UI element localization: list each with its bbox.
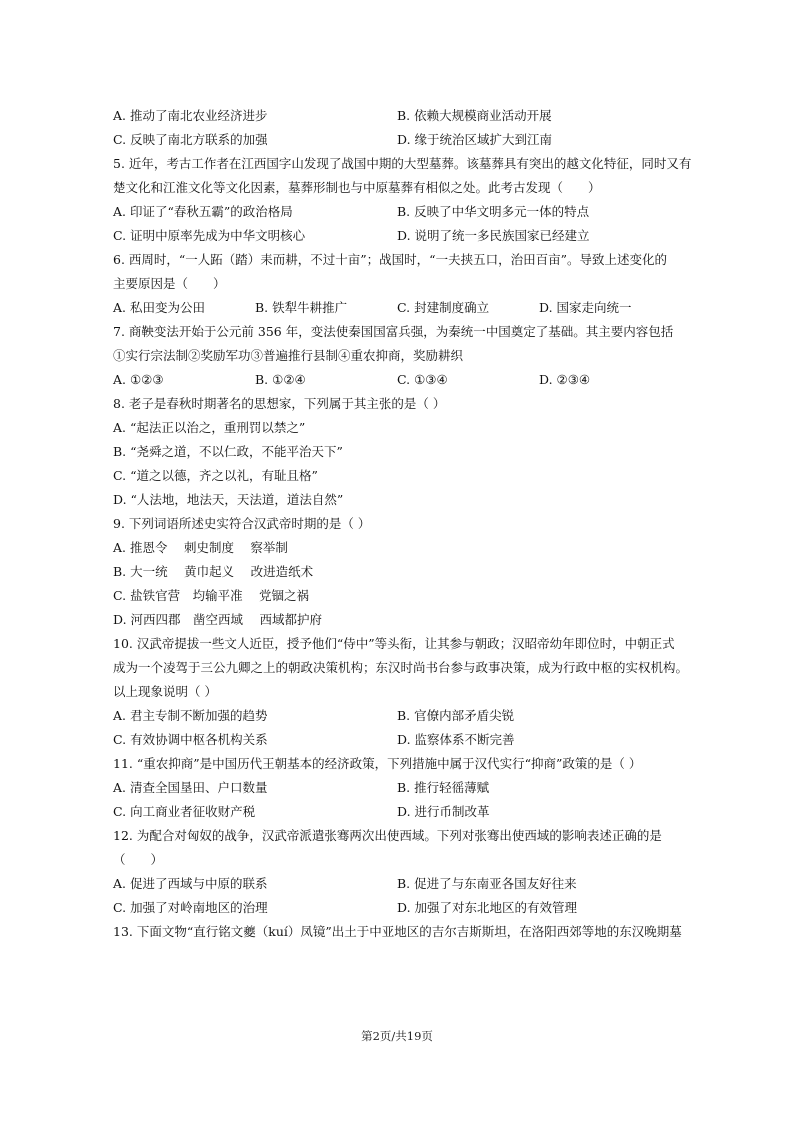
q4-option-a: A. 推动了南北农业经济进步 — [113, 108, 268, 123]
q6-stem-line2: 主要原因是（ ） — [113, 276, 226, 291]
q6-stem-line1: 6. 西周时，“一人跖（踏）耒而耕，不过十亩”；战国时，“一夫挟五口，治田百亩”。导致上述变化的 — [113, 252, 667, 267]
q8-stem: 8. 老子是春秋时期著名的思想家，下列属于其主张的是（ ） — [113, 396, 446, 411]
q12-option-a: A. 促进了西域与中原的联系 — [113, 876, 268, 891]
q9-stem: 9. 下列词语所述史实符合汉武帝时期的是（ ） — [113, 516, 371, 531]
q10-option-b: B. 官僚内部矛盾尖锐 — [397, 708, 515, 723]
q8-option-a: A. “起法正以治之，重刑罚以禁之” — [113, 420, 306, 435]
q7-stem-line1: 7. 商鞅变法开始于公元前 356 年，变法使秦国国富兵强，为秦统一中国奠定了基础。其主要内容包括 — [113, 324, 674, 339]
q12-option-b: B. 促进了与东南亚各国友好往来 — [397, 876, 577, 891]
q6-option-d: D. 国家走向统一 — [539, 300, 632, 315]
q10-option-a: A. 君主专制不断加强的趋势 — [113, 708, 268, 723]
q11-option-b: B. 推行轻徭薄赋 — [397, 780, 490, 795]
q9-option-b: B. 大一统 黄巾起义 改进造纸术 — [113, 564, 314, 579]
q11-option-c: C. 向工商业者征收财产税 — [113, 804, 256, 819]
page-number-footer: 第2页/共19页 — [361, 1029, 433, 1043]
q9-option-d: D. 河西四郡 凿空西域 西域都护府 — [113, 612, 322, 627]
q10-stem-line1: 10. 汉武帝提拔一些文人近臣，授予他们“侍中”等头衔，让其参与朝政；汉昭帝幼年即位时，中朝正式 — [113, 636, 675, 651]
q8-option-b: B. “尧舜之道，不以仁政，不能平治天下” — [113, 444, 343, 459]
q11-option-d: D. 进行币制改革 — [397, 804, 490, 819]
q5-option-a: A. 印证了“春秋五霸”的政治格局 — [113, 204, 293, 219]
q5-option-b: B. 反映了中华文明多元一体的特点 — [397, 204, 590, 219]
q8-option-d: D. “人法地，地法天，天法道，道法自然” — [113, 492, 344, 507]
q13-stem-line1: 13. 下面文物“直行铭文夔（kuí）凤镜”出土于中亚地区的吉尔吉斯斯坦，在洛阳西郊等地的东汉晚期墓 — [113, 924, 682, 939]
q12-stem-line2: （ ） — [113, 852, 164, 867]
q10-option-c: C. 有效协调中枢各机构关系 — [113, 732, 268, 747]
q9-option-c: C. 盐铁官营 均输平准 党锢之祸 — [113, 588, 310, 603]
q4-option-b: B. 依赖大规模商业活动开展 — [397, 108, 552, 123]
q12-option-d: D. 加强了对东北地区的有效管理 — [397, 900, 578, 915]
q4-option-d: D. 缘于统治区域扩大到江南 — [397, 132, 553, 147]
q12-stem-line1: 12. 为配合对匈奴的战争，汉武帝派遣张骞两次出使西域。下列对张骞出使西域的影响表述正确的是 — [113, 828, 662, 843]
q7-option-d: D. ②③④ — [539, 372, 591, 387]
q7-option-b: B. ①②④ — [255, 372, 306, 387]
q8-option-c: C. “道之以德，齐之以礼，有耻且格” — [113, 468, 318, 483]
q10-option-d: D. 监察体系不断完善 — [397, 732, 515, 747]
q6-option-b: B. 铁犁牛耕推广 — [255, 300, 348, 315]
q11-stem: 11. “重农抑商”是中国历代王朝基本的经济政策，下列措施中属于汉代实行“抑商”政策的是（ ） — [113, 756, 642, 771]
q7-option-a: A. ①②③ — [113, 372, 164, 387]
q5-option-c: C. 证明中原率先成为中华文明核心 — [113, 228, 306, 243]
q5-stem-line1: 5. 近年，考古工作者在江西国字山发现了战国中期的大型墓葬。该墓葬具有突出的越文化特征，同时又有 — [113, 156, 692, 171]
q7-option-c: C. ①③④ — [397, 372, 448, 387]
q5-option-d: D. 说明了统一多民族国家已经建立 — [397, 228, 590, 243]
q9-option-a: A. 推恩令 刺史制度 察举制 — [113, 540, 288, 555]
q6-option-c: C. 封建制度确立 — [397, 300, 490, 315]
q4-option-c: C. 反映了南北方联系的加强 — [113, 132, 268, 147]
q10-stem-line3: 以上现象说明（ ） — [113, 684, 217, 699]
q11-option-a: A. 清查全国垦田、户口数量 — [113, 780, 268, 795]
q6-option-a: A. 私田变为公田 — [113, 300, 205, 315]
q5-stem-line2: 楚文化和江淮文化等文化因素，墓葬形制也与中原墓葬有相似之处。此考古发现（ ） — [113, 180, 601, 195]
q12-option-c: C. 加强了对岭南地区的治理 — [113, 900, 268, 915]
q7-stem-line2: ①实行宗法制②奖励军功③普遍推行县制④重农抑商，奖励耕织 — [113, 348, 464, 363]
q10-stem-line2: 成为一个凌驾于三公九卿之上的朝政决策机构；东汉时尚书台参与政事决策，成为行政中枢的实权机构。 — [113, 660, 689, 675]
